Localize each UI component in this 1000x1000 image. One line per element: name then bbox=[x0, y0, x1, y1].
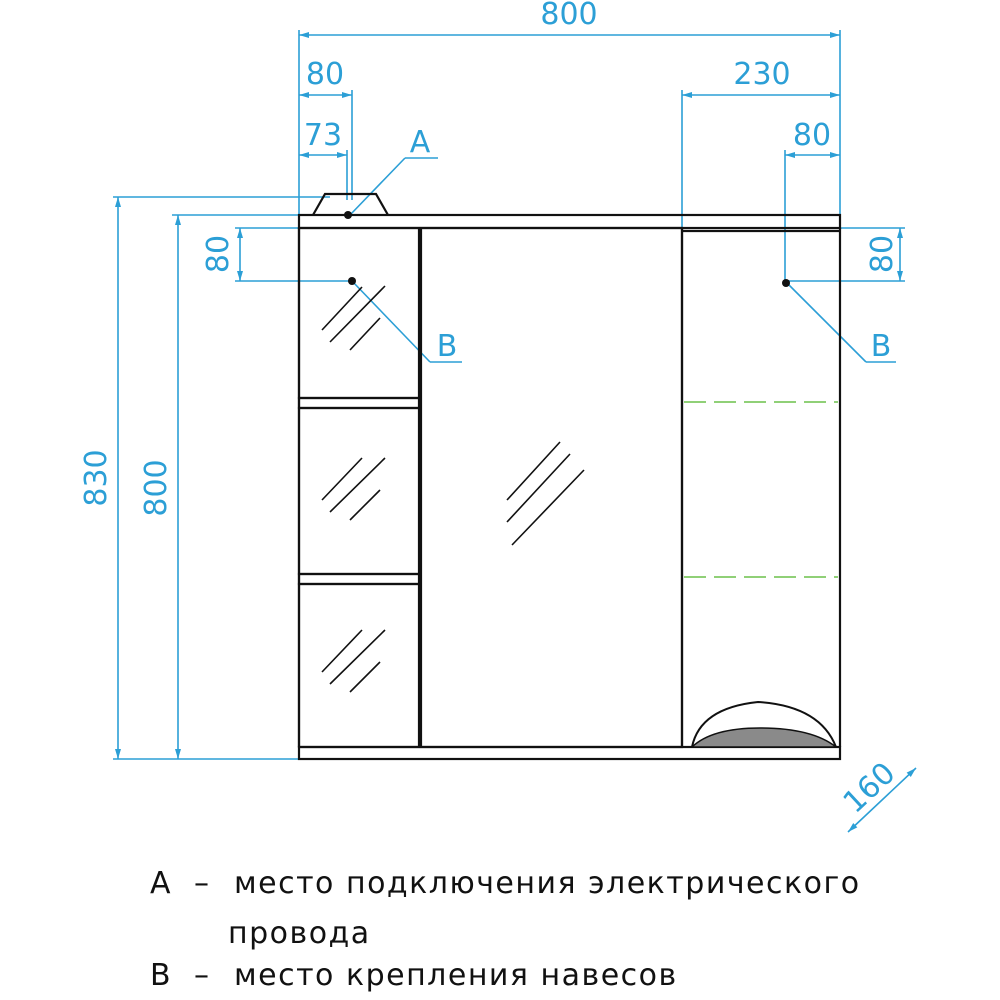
legend-a-line1 bbox=[150, 866, 861, 901]
legend-b-dash: – bbox=[194, 958, 211, 993]
callout-b-right-label: B bbox=[870, 329, 892, 364]
dim-overall-width: 800 bbox=[540, 0, 598, 32]
dim-left-offset-80: 80 bbox=[305, 57, 345, 92]
left-middle-door bbox=[299, 408, 419, 574]
cabinet-body bbox=[299, 194, 840, 759]
dim-right-offset-230: 230 bbox=[733, 57, 791, 92]
lamp-housing bbox=[313, 194, 388, 215]
top-panel bbox=[299, 215, 840, 228]
callout-a-label: A bbox=[409, 125, 431, 160]
legend-a-dash: – bbox=[194, 866, 211, 901]
dim-total-height: 830 bbox=[79, 449, 114, 507]
center-mirror bbox=[421, 228, 682, 747]
left-shelf-1 bbox=[299, 398, 419, 408]
hanger-point-left bbox=[348, 277, 356, 285]
legend-a-text-continued: провода bbox=[228, 916, 371, 951]
callout-b-left-label: B bbox=[436, 329, 458, 364]
dim-right-hanger-drop: 80 bbox=[865, 234, 900, 274]
legend-a-symbol: A bbox=[150, 866, 173, 901]
legend-b-symbol: B bbox=[150, 958, 173, 993]
legend-a-text: место подключения электрического bbox=[234, 866, 861, 901]
glass-shelves bbox=[684, 402, 838, 577]
bottom-panel bbox=[299, 747, 840, 759]
legend-b-line bbox=[150, 958, 678, 993]
bottom-lamp bbox=[692, 702, 836, 747]
dim-left-offset-73: 73 bbox=[303, 118, 343, 153]
dim-depth: 160 bbox=[836, 755, 903, 821]
dim-body-height: 800 bbox=[139, 459, 174, 517]
dim-right-offset-80: 80 bbox=[792, 118, 832, 153]
hanger-point-a bbox=[344, 211, 352, 219]
left-lower-door bbox=[299, 584, 419, 747]
dim-left-hanger-drop: 80 bbox=[201, 234, 236, 274]
left-shelf-2 bbox=[299, 574, 419, 584]
hanger-point-right bbox=[782, 279, 790, 287]
callout-leaders bbox=[350, 158, 896, 362]
legend-a-line2 bbox=[228, 916, 371, 951]
legend-b-text: место крепления навесов bbox=[234, 958, 678, 993]
